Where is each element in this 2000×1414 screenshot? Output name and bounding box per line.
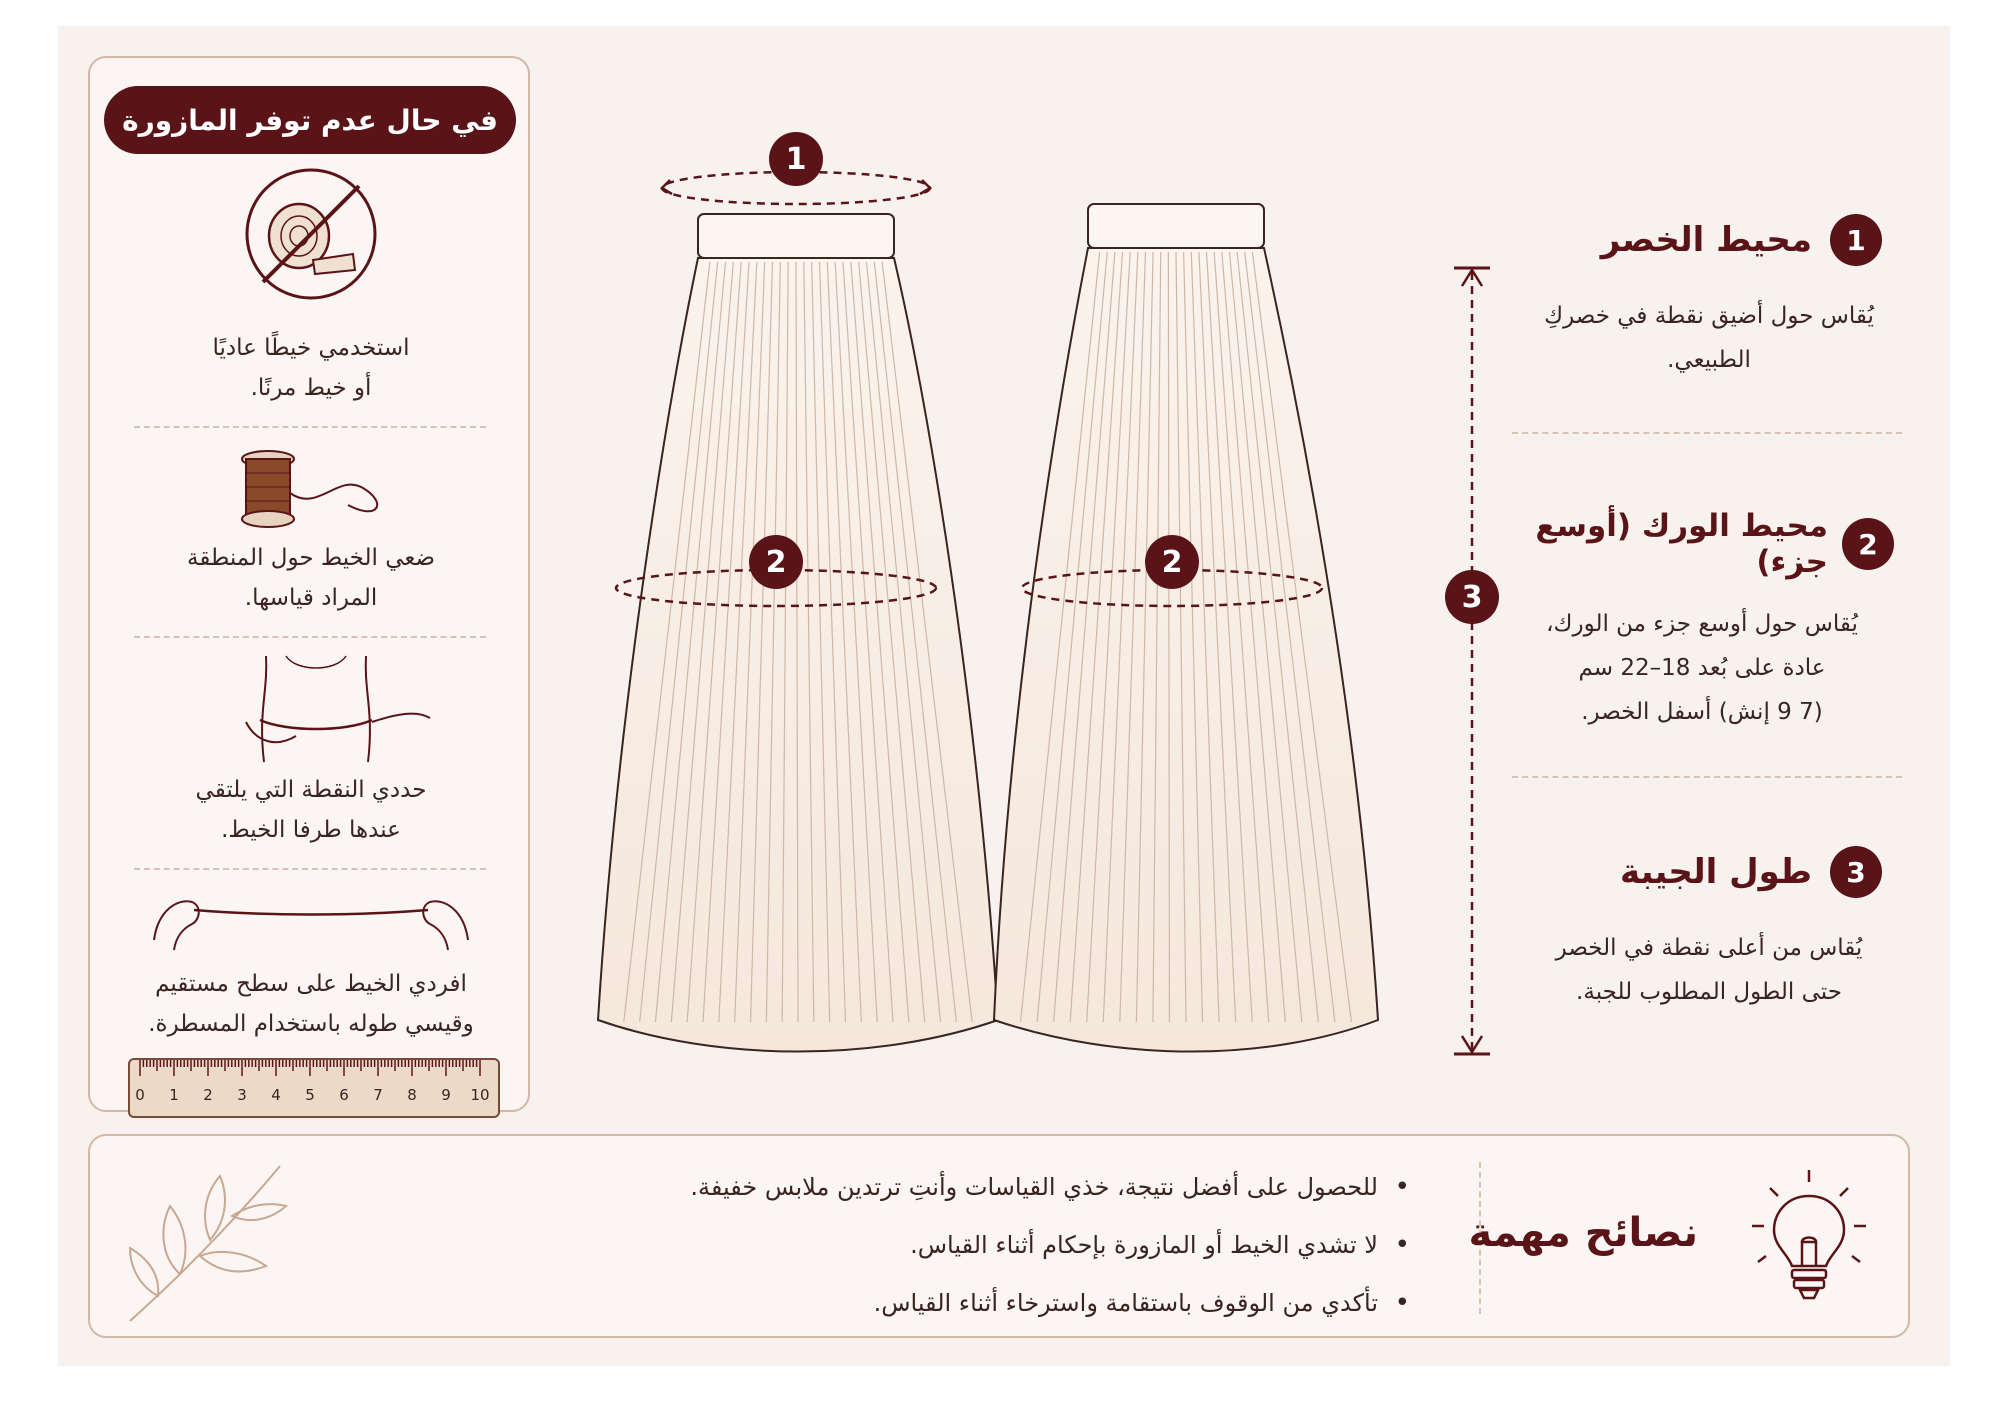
badge-hip-front: 2 — [749, 535, 803, 589]
length-number: 3 — [1830, 846, 1882, 898]
badge-length: 3 — [1445, 570, 1499, 624]
skirt-side — [994, 204, 1378, 1052]
leaf-branch-icon — [120, 1156, 290, 1326]
badge-waist: 1 — [769, 132, 823, 186]
tip-item: • لا تشدي الخيط أو المازورة بإحكام أثناء القياس. — [690, 1216, 1410, 1274]
ruler-label: 0 — [135, 1086, 145, 1104]
tips-panel — [88, 1134, 1910, 1338]
badge-hip-side: 2 — [1145, 535, 1199, 589]
no-tape-panel-title: في حال عدم توفر المازورة — [104, 86, 516, 154]
tip-item: • للحصول على أفضل نتيجة، خذي القياسات وأنتِ ترتدين ملابس خفيفة. — [690, 1158, 1410, 1216]
step-divider — [134, 426, 486, 428]
hip-number: 2 — [1842, 518, 1894, 570]
hip-description: يُقاس حول أوسع جزء من الورك، عادة على بُعد 18–22 سم (7 9 إنش) أسفل الخصر. — [1546, 611, 1858, 725]
waist-thread-icon — [216, 652, 436, 772]
hip-info — [1510, 508, 1894, 734]
length-title: طول الجيبة — [1620, 852, 1812, 892]
waist-description: يُقاس حول أضيق نقطة في خصركِ الطبيعي. — [1544, 303, 1874, 373]
ruler — [128, 1058, 500, 1118]
ruler-label: 6 — [339, 1086, 349, 1104]
light-bulb-icon — [1744, 1166, 1874, 1306]
ruler-label: 1 — [169, 1086, 179, 1104]
waist-number: 1 — [1830, 214, 1882, 266]
infographic-canvas — [58, 26, 1950, 1366]
length-info — [1524, 846, 1894, 1014]
tip-item: • تأكدي من الوقوف باستقامة واسترخاء أثناء القياس. — [690, 1274, 1410, 1332]
ruler-label: 4 — [271, 1086, 281, 1104]
step-divider — [134, 636, 486, 638]
ruler-label: 8 — [407, 1086, 417, 1104]
tips-list — [690, 1158, 1410, 1332]
info-divider — [1512, 432, 1902, 434]
ruler-label: 7 — [373, 1086, 383, 1104]
ruler-label: 9 — [441, 1086, 451, 1104]
length-description: يُقاس من أعلى نقطة في الخصر حتى الطول المطلوب للجبة. — [1555, 935, 1863, 1005]
skirt-diagram — [578, 122, 1498, 1086]
step-3-text: حددي النقطة التي يلتقي عندها طرفا الخيط. — [195, 777, 427, 843]
hands-thread-icon — [148, 880, 474, 960]
skirt-front — [598, 214, 998, 1052]
info-divider — [1512, 776, 1902, 778]
step-2-text: ضعي الخيط حول المنطقة المراد قياسها. — [186, 545, 436, 611]
no-tape-panel — [88, 56, 530, 1112]
ruler-label: 10 — [470, 1086, 490, 1104]
waist-info — [1524, 214, 1894, 382]
thread-spool-icon — [228, 443, 398, 543]
ruler-label: 5 — [305, 1086, 315, 1104]
no-tape-measure-icon — [241, 164, 381, 304]
step-1-text: استخدمي خيطًا عاديًا أو خيط مرنًا. — [212, 335, 410, 401]
hip-title: محيط الورك (أوسع جزء) — [1535, 508, 1828, 580]
ruler-label: 3 — [237, 1086, 247, 1104]
ruler-label: 2 — [203, 1086, 213, 1104]
waist-title: محيط الخصر — [1600, 220, 1812, 260]
ruler-labels — [130, 1086, 498, 1110]
tips-title: نصائح مهمة — [1468, 1210, 1698, 1256]
step-4-text: افردي الخيط على سطح مستقيم وقيسي طوله باستخدام المسطرة. — [148, 971, 474, 1037]
step-divider — [134, 868, 486, 870]
